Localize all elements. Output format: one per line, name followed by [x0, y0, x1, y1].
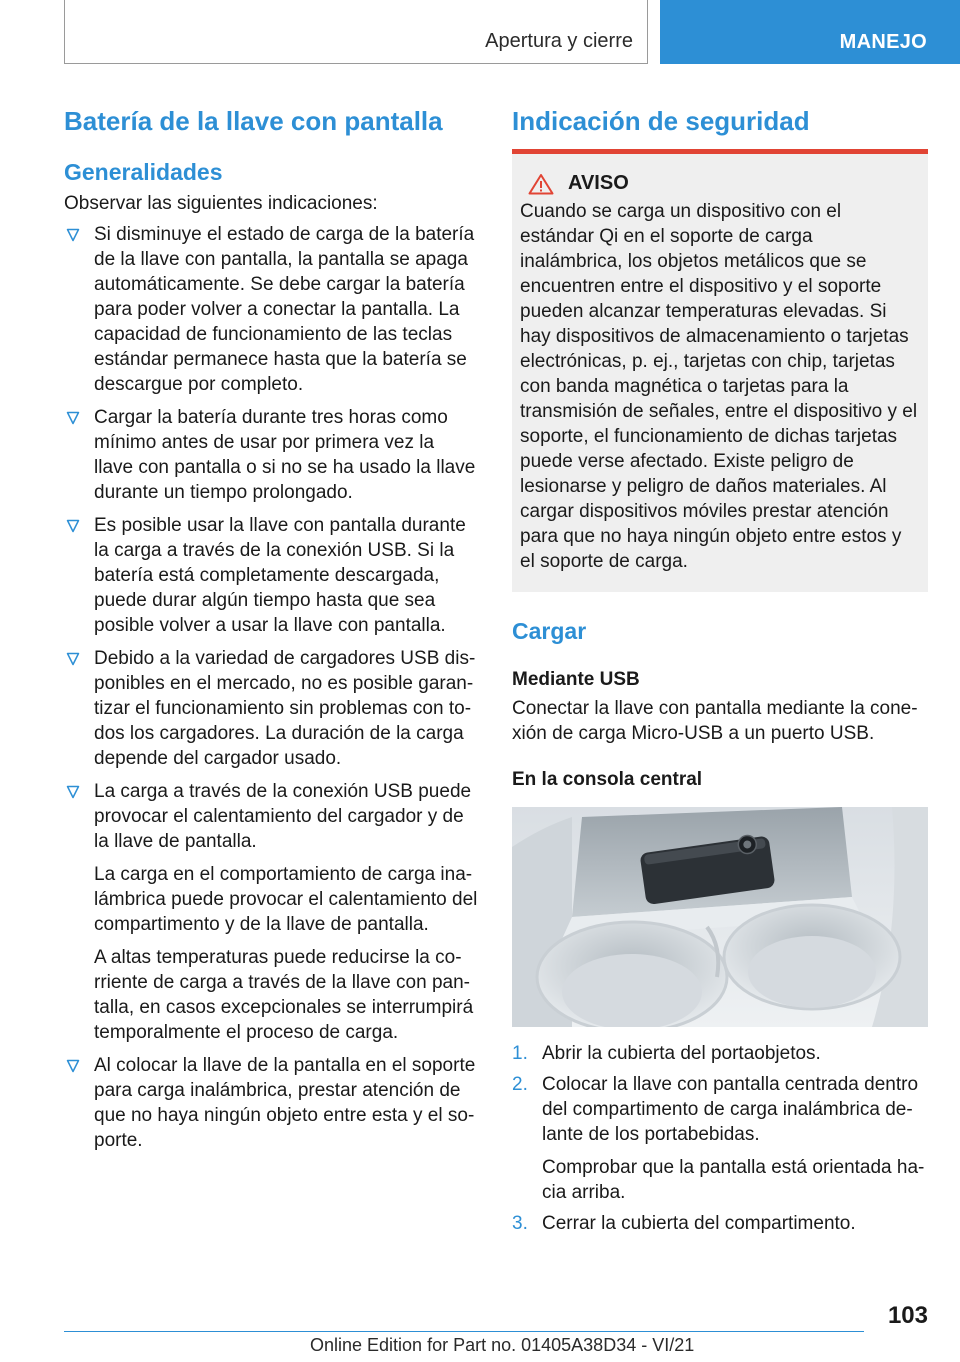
step-item: [512, 1211, 928, 1236]
list-item-text: Debido a la variedad de cargadores USB disponibles en el mercado, no es posible garantizar el funcionamiento sin problemas con todos los cargadores. La duración de la carga depende del cargador usado.: [94, 647, 476, 769]
triangle-bullet-icon: [66, 228, 80, 242]
list-item: [64, 405, 478, 505]
list-item: [64, 646, 478, 771]
step-item: [512, 1072, 928, 1205]
list-item: [64, 513, 478, 638]
usb-heading: Mediante USB: [512, 668, 640, 690]
subsection-title: Generalidades: [64, 159, 223, 186]
right-column: [512, 96, 928, 1242]
left-column: [64, 96, 478, 1161]
step-list: [512, 1041, 928, 1236]
list-item: [64, 779, 478, 1045]
triangle-bullet-icon: [66, 411, 80, 425]
list-item-text: Al colocar la llave de la pantalla en el soporte para carga inalámbrica, prestar atención de que no haya ningún objeto entre esta y el soporte.: [94, 1054, 476, 1151]
footer-edition: Online Edition for Part no. 01405A38D34 - VI/21: [310, 1335, 695, 1355]
triangle-bullet-icon: [66, 785, 80, 799]
warning-triangle-icon: [528, 173, 554, 195]
triangle-bullet-icon: [66, 519, 80, 533]
warning-text: Cuando se carga un dispositivo con el estándar Qi en el soporte de carga inalámbrica, los objetos metálicos que se encuentren entre el dispositivo y el soporte pueden alcanzar temperaturas elevadas. Si hay dispositivos de almacenamiento o tarjetas electrónicas, p. ej., tarjetas con chip, tarjetas con banda magnética o tarjetas para la transmisión de señales, entre el dispositivo y el soporte, el funcionamiento de dichas tarjetas puede verse afectado. Existe peligro de lesionarse y peligro de daños materiales. Al cargar dispositivos móviles prestar atención para que no haya ningún objeto entre estos y el soporte de carga.: [520, 201, 918, 573]
list-item: [64, 222, 478, 397]
list-item-text: Cargar la batería durante tres horas como mínimo antes de usar por primera vez la llave con pantalla o si no se ha usado la llave durante un tiempo prolongado.: [94, 406, 476, 503]
step-item: [512, 1041, 928, 1066]
console-heading: En la consola central: [512, 769, 703, 791]
center-console-illustration: [512, 807, 928, 1027]
step-number: 3.: [512, 1213, 528, 1235]
header-section-tab: [64, 0, 648, 64]
section-title: Batería de la llave con pantalla: [64, 106, 443, 136]
header-section-title: Apertura y cierre: [485, 30, 633, 52]
charge-title: Cargar: [512, 618, 587, 645]
list-item-text: A altas temperaturas puede reducirse la corriente de carga a través de la llave con pantalla, en casos excepcionales se interrumpirá temporalmente el proceso de carga.: [94, 946, 474, 1043]
step-text: Colocar la llave con pantalla centrada dentro del compartimento de carga inalámbrica delante de los portabebidas.: [542, 1074, 919, 1146]
warning-box: [512, 154, 928, 592]
warning-label: AVISO: [568, 172, 629, 195]
list-item-text: La carga a través de la conexión USB puede provocar el calentamiento del cargador y de la llave de pantalla.: [94, 780, 472, 852]
step-number: 1.: [512, 1043, 528, 1065]
page-number: 103: [887, 1302, 928, 1329]
list-item: [64, 1053, 478, 1153]
bullet-list: [64, 222, 478, 1153]
intro-text: Observar las siguientes indicaciones:: [64, 192, 378, 214]
header-chapter-title: MANEJO: [839, 31, 927, 53]
step-text: Abrir la cubierta del portaobjetos.: [542, 1043, 821, 1065]
triangle-bullet-icon: [66, 1059, 80, 1073]
step-text: Cerrar la cubierta del compartimento.: [542, 1213, 856, 1235]
header-chapter-tab[interactable]: [660, 0, 960, 64]
step-number: 2.: [512, 1074, 528, 1096]
list-item-text: Si disminuye el estado de carga de la batería de la llave con pantalla, la pantalla se apaga automáticamente. Se debe cargar la batería para poder volver a conectar la pantalla. La capacidad de funcionamiento de las teclas estándar permanece hasta que la batería se descargue por completo.: [94, 223, 475, 395]
list-item-text: La carga en el comportamiento de carga inalámbrica puede provocar el calentamiento del compartimento y de la llave de pantalla.: [94, 863, 478, 935]
step-text: Comprobar que la pantalla está orientada hacia arriba.: [542, 1157, 925, 1204]
triangle-bullet-icon: [66, 652, 80, 666]
list-item-text: Es posible usar la llave con pantalla durante la carga a través de la conexión USB. Si la batería está completamente descargada, puede durar algún tiempo hasta que sea posible volver a usar la llave con pantalla.: [94, 514, 466, 636]
footer-rule: [64, 1331, 864, 1332]
safety-title: Indicación de seguridad: [512, 106, 810, 136]
usb-text: Conectar la llave con pantalla mediante la conexión de carga Micro-USB a un puerto USB.: [512, 698, 918, 745]
